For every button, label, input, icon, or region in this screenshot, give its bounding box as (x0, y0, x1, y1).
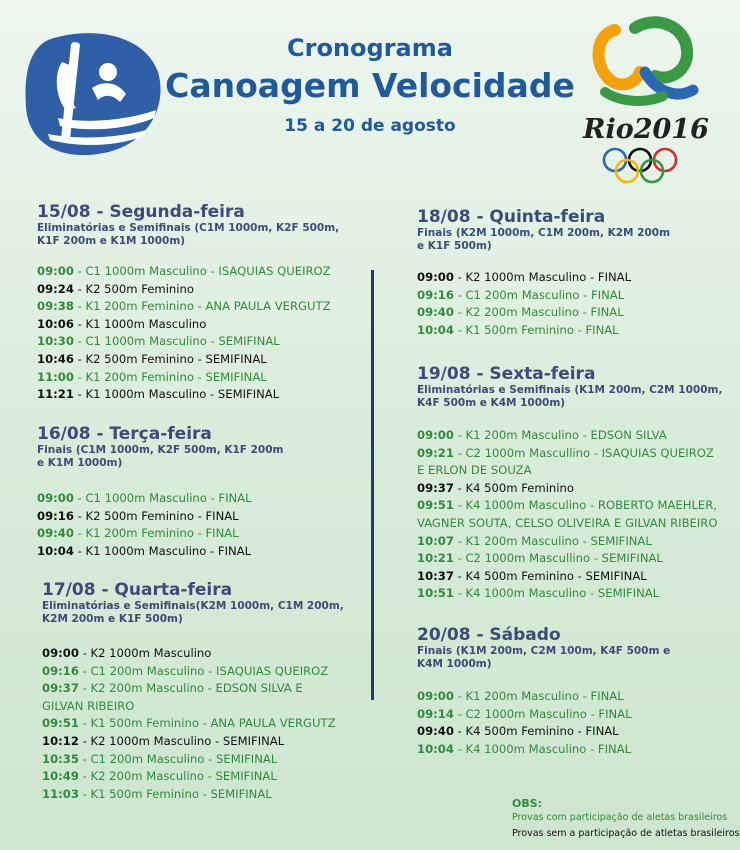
event-row: 10:30 - C1 1000m Masculino - SEMIFINAL (37, 334, 280, 349)
page-title: Canoagem Velocidade (165, 66, 575, 105)
event-row: 09:00 - C1 1000m Masculino - FINAL (37, 491, 252, 505)
day-title: 20/08 - Sábado (417, 625, 561, 645)
event-row: 10:06 - K1 1000m Masculino (37, 316, 207, 331)
day-1608 (37, 424, 367, 560)
event-row: 09:00 - K1 200m Masculino - FINAL (417, 689, 624, 703)
legend-title: OBS: (512, 797, 543, 810)
day-title: 18/08 - Quinta-feira (417, 207, 606, 227)
event-row: VAGNER SOUTA, CELSO OLIVEIRA E GILVAN RIBEIRO (417, 515, 718, 530)
day-subtitle: Finais (K2M 1000m, C1M 200m, K2M 200m e K1F 500m) (417, 227, 671, 252)
day-title: 16/08 - Terça-feira (37, 424, 212, 444)
event-row: 09:21 - C2 1000m Mascullino - ISAQUIAS QUEIROZ (417, 445, 714, 460)
day-subtitle: Eliminatórias e Semifinais (K1M 200m, C2M 1000m, K4F 500m e K4M 1000m) (417, 384, 723, 409)
day-subtitle: Eliminatórias e Semifinais(K2M 1000m, C1M 200m, K2M 200m e K1F 500m) (42, 600, 344, 625)
rio2016-emblem-icon (599, 22, 693, 101)
day-subtitle: Finais (C1M 1000m, K2F 500m, K1F 200m e K1M 1000m) (37, 444, 284, 469)
day-title: 17/08 - Quarta-feira (42, 580, 233, 600)
event-row: 09:37 - K4 500m Feminino (417, 480, 574, 495)
day-subtitle: Eliminatórias e Semifinais (C1M 1000m, K2F 500m, K1F 200m e K1M 1000m) (37, 222, 340, 247)
day-2008 (417, 625, 737, 758)
event-dates: 15 a 20 de agosto (284, 116, 456, 136)
page-supertitle: Cronograma (287, 34, 453, 62)
event-row: 10:37 - K4 500m Feminino - SEMIFINAL (417, 568, 647, 583)
canoe-sprint-pictogram-icon (18, 22, 168, 162)
event-row: 11:03 - K1 500m Feminino - SEMIFINAL (42, 786, 272, 801)
day-1815 (37, 202, 367, 404)
event-row: E ERLON DE SOUZA (417, 463, 532, 478)
olympic-rings-icon (604, 149, 676, 182)
header (160, 34, 580, 136)
day-title: 15/08 - Segunda-feira (37, 202, 245, 222)
event-row: 09:40 - K2 200m Masculino - FINAL (417, 305, 624, 320)
day-1708 (42, 580, 372, 803)
legend-notes (512, 797, 739, 842)
event-row: 10:12 - K2 1000m Masculino - SEMIFINAL (42, 733, 285, 748)
event-row: 09:00 - C1 1000m Masculino - ISAQUIAS QUEIROZ (37, 264, 331, 278)
svg-text:Rio2016: Rio2016 (583, 114, 709, 145)
day-subtitle: Finais (K1M 200m, C2M 100m, K4F 500m e K4M 1000m) (417, 645, 671, 670)
event-row: 10:49 - K2 200m Masculino - SEMIFINAL (42, 769, 277, 784)
rio2016-logo (575, 10, 725, 185)
event-row: 10:04 - K1 1000m Masculino - FINAL (37, 543, 252, 558)
event-row: 09:00 - K2 1000m Masculino (42, 646, 212, 660)
event-row: 09:16 - C1 200m Masculino - FINAL (417, 287, 625, 302)
event-row: GILVAN RIBEIRO (42, 698, 135, 713)
event-row: 10:51 - K4 1000m Masculino - SEMIFINAL (417, 586, 660, 601)
event-row: 09:00 - K2 1000m Masculino - FINAL (417, 270, 632, 284)
event-row: 11:00 - K1 200m Feminino - SEMIFINAL (37, 369, 267, 384)
day-title: 19/08 - Sexta-feira (417, 364, 596, 384)
event-row: 09:51 - K1 500m Feminino - ANA PAULA VERGUTZ (42, 716, 336, 731)
event-row: 09:16 - K2 500m Feminino - FINAL (37, 508, 239, 523)
event-row: 10:46 - K2 500m Feminino - SEMIFINAL (37, 351, 267, 366)
event-row: 09:51 - K4 1000m Masculino - ROBERTO MAEHLER, (417, 498, 717, 513)
event-row: 09:14 - C2 1000m Masculino - FINAL (417, 706, 632, 721)
event-row: 10:21 - C2 1000m Mascullino - SEMIFINAL (417, 551, 663, 566)
event-row: 09:16 - C1 200m Masculino - ISAQUIAS QUEIROZ (42, 663, 329, 678)
day-1908 (417, 364, 737, 603)
event-row: 10:04 - K4 1000m Masculino - FINAL (417, 741, 632, 756)
event-row: 10:07 - K1 200m Masculino - SEMIFINAL (417, 533, 652, 548)
event-row: 10:35 - C1 200m Masculino - SEMIFINAL (42, 751, 278, 766)
legend-without-brazilians: Provas sem a participação de atletas brasileiros (512, 828, 740, 839)
event-row: 09:37 - K2 200m Masculino - EDSON SILVA E (42, 681, 303, 696)
event-row: 09:38 - K1 200m Feminino - ANA PAULA VERGUTZ (37, 299, 331, 314)
event-row: 09:24 - K2 500m Feminino (37, 281, 194, 296)
event-row: 09:00 - K1 200m Masculino - EDSON SILVA (417, 428, 667, 442)
legend-with-brazilians: Provas com participação de aletas brasileiros (512, 812, 728, 823)
event-row: 09:40 - K4 500m Feminino - FINAL (417, 724, 619, 739)
event-row: 11:21 - K1 1000m Masculino - SEMIFINAL (37, 387, 280, 402)
day-1808 (417, 207, 737, 339)
event-row: 09:40 - K1 200m Feminino - FINAL (37, 526, 239, 541)
event-row: 10:04 - K1 500m Feminino - FINAL (417, 322, 619, 337)
